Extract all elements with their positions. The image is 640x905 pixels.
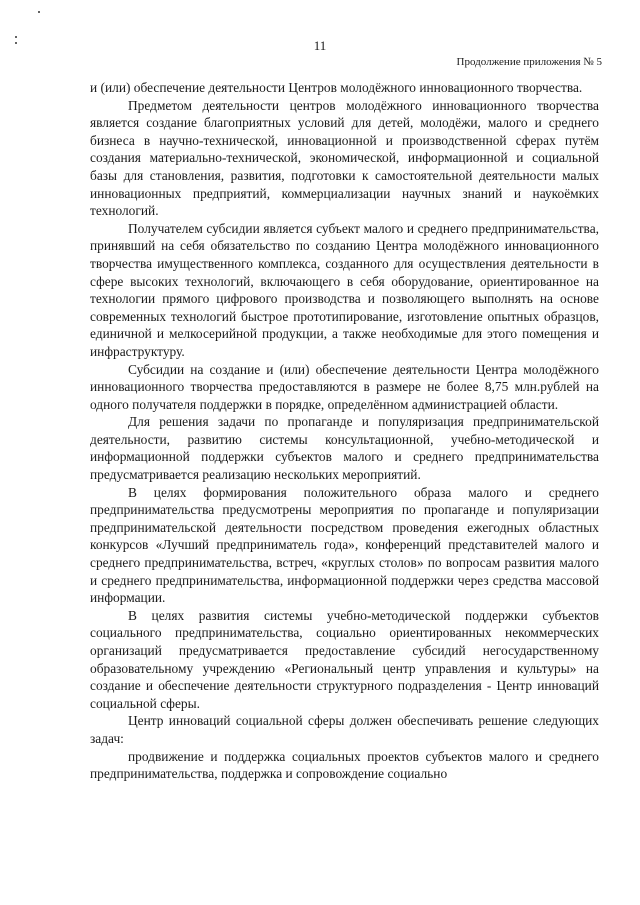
paragraph: продвижение и поддержка социальных проектов субъектов малого и среднего предпринимательства, поддержка и сопровождение социально xyxy=(90,748,599,782)
page-number: 11 xyxy=(313,38,327,53)
paragraph: В целях развития системы учебно-методической поддержки субъектов социального предпринимательства, социально ориентированных некоммерческих организаций предусматривается предоставление субсидий негосударственному образовательному учреждению «Региональный центр управления и культуры» на создание и обеспечение деятельности структурного подразделения - Центр инноваций социальной сферы. xyxy=(90,607,599,711)
paragraph: Центр инноваций социальной сферы должен обеспечивать решение следующих задач: xyxy=(90,713,599,746)
scan-artifact xyxy=(38,11,40,13)
paragraph: В целях формирования положительного образа малого и среднего предпринимательства предусмотрены мероприятия по пропаганде и популяризации предпринимательской деятельности посредством проведения ежегодных областных конкурсов «Лучший предприниматель года», конференций представителей малого и среднего предпринимательства, встреч, «круглых столов» по вопросам развития малого и среднего предпринимательства, информационной поддержки через средства массовой информации. xyxy=(90,484,599,606)
paragraph: Для решения задачи по пропаганде и популяризация предпринимательской деятельности, развитию системы консультационной, учебно-методической и информационной поддержки субъектов малого и среднего предпринимательства предусматривается реализацию нескольких мероприятий. xyxy=(90,414,599,483)
document-body xyxy=(90,79,599,783)
paragraph: и (или) обеспечение деятельности Центров молодёжного инновационного творчества. xyxy=(90,80,583,95)
paragraph: Предметом деятельности центров молодёжного инновационного творчества является создание благоприятных условий для детей, молодёжи, малого и среднего бизнеса в научно-технической, инновационной и производственной сферах путём создания материально-технической, экономической, информационной и социальной базы для становления, развития, подготовки к самостоятельной деятельности малых инновационных предприятий, коммерциализации научных знаний и наукоёмких технологий. xyxy=(90,97,599,219)
paragraph: Получателем субсидии является субъект малого и среднего предпринимательства, принявший на себя обязательство по созданию Центра молодёжного инновационного творчества имущественного комплекса, созданного для осуществления деятельности в сфере высоких технологий, включающего в себя оборудование, ориентированное на технологии прямого цифрового производства и позволяющего выполнять на основе современных технологий быстрое прототипирование, изготовление опытных образцов, единичной и мелкосерийной продукции, а также необходимые для этого помещения и инфраструктуру. xyxy=(90,220,599,359)
appendix-note: Продолжение приложения № 5 xyxy=(456,56,602,68)
paragraph: Субсидии на создание и (или) обеспечение деятельности Центра молодёжного инновационного творчества предоставляются в размере не более 8,75 млн.рублей на одного получателя поддержки в порядке, определённом администрацией области. xyxy=(90,361,599,412)
